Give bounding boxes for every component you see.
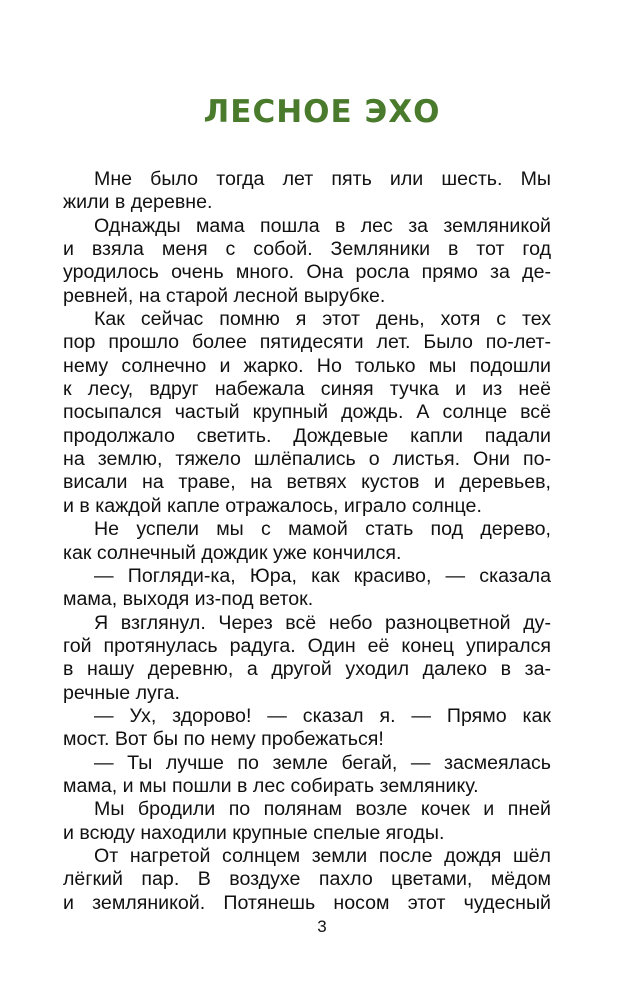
text-line: нему солнечно и жарко. Но только мы подошли <box>63 354 551 377</box>
text-line: и всюду находили крупные спелые ягоды. <box>63 821 445 844</box>
text-line: уродилось очень много. Она росла прямо за де- <box>63 261 551 284</box>
text-line: гой протянулась радуга. Один её конец упирался <box>63 634 551 657</box>
text-line: на землю, тяжело шлёпались о листья. Они по- <box>63 448 551 471</box>
text-line: Как сейчас помню я этот день, хотя с тех <box>94 308 551 331</box>
text-line: лёгкий пар. В воздухе пахло цветами, мёдом <box>63 868 551 891</box>
text-line: и в каждой капле отражалось, играло солнце. <box>63 494 482 517</box>
text-line: ревней, на старой лесной вырубке. <box>63 284 386 307</box>
text-line: Я взглянул. Через всё небо разноцветной ду- <box>94 611 551 634</box>
text-line: — Ух, здорово! — сказал я. — Прямо как <box>94 704 551 727</box>
text-line: Не успели мы с мамой стать под дерево, <box>94 518 551 541</box>
text-line: посыпался частый крупный дождь. А солнце всё <box>63 401 551 424</box>
text-line: — Погляди-ка, Юра, как красиво, — сказала <box>94 564 551 587</box>
text-line: мама, выходя из-под веток. <box>63 588 314 611</box>
chapter-title: ЛЕСНОЕ ЭХО <box>203 94 441 130</box>
text-line: пор прошло более пятидесяти лет. Было по-лет- <box>63 331 551 354</box>
text-line: и взяла меня с собой. Земляники в тот год <box>63 238 551 261</box>
text-line: — Ты лучше по земле бегай, — засмеялась <box>94 751 551 774</box>
text-line: Мне было тогда лет пять или шесть. Мы <box>94 168 551 190</box>
text-line: мост. Вот бы по нему пробежаться! <box>63 728 384 751</box>
text-line: продолжало светить. Дождевые капли падали <box>63 424 551 447</box>
text-line: как солнечный дождик уже кончился. <box>63 541 402 564</box>
text-line: жили в деревне. <box>63 191 213 214</box>
page-number: 3 <box>317 917 327 936</box>
text-line: Однажды мама пошла в лес за земляникой <box>94 214 551 237</box>
text-line: Мы бродили по полянам возле кочек и пней <box>94 798 551 821</box>
text-line: в нашу деревню, а другой уходил далеко в за- <box>63 658 551 681</box>
text-line: речные луга. <box>63 681 180 704</box>
text-line: и земляникой. Потянешь носом этот чудесный <box>63 891 551 914</box>
text-line: мама, и мы пошли в лес собирать землянику. <box>63 774 479 797</box>
text-line: к лесу, вдруг набежала синяя тучка и из неё <box>63 378 551 401</box>
text-line: висали на траве, на ветвях кустов и деревьев, <box>63 471 551 494</box>
text-line: От нагретой солнцем земли после дождя шёл <box>94 844 551 867</box>
story-text <box>63 168 551 915</box>
